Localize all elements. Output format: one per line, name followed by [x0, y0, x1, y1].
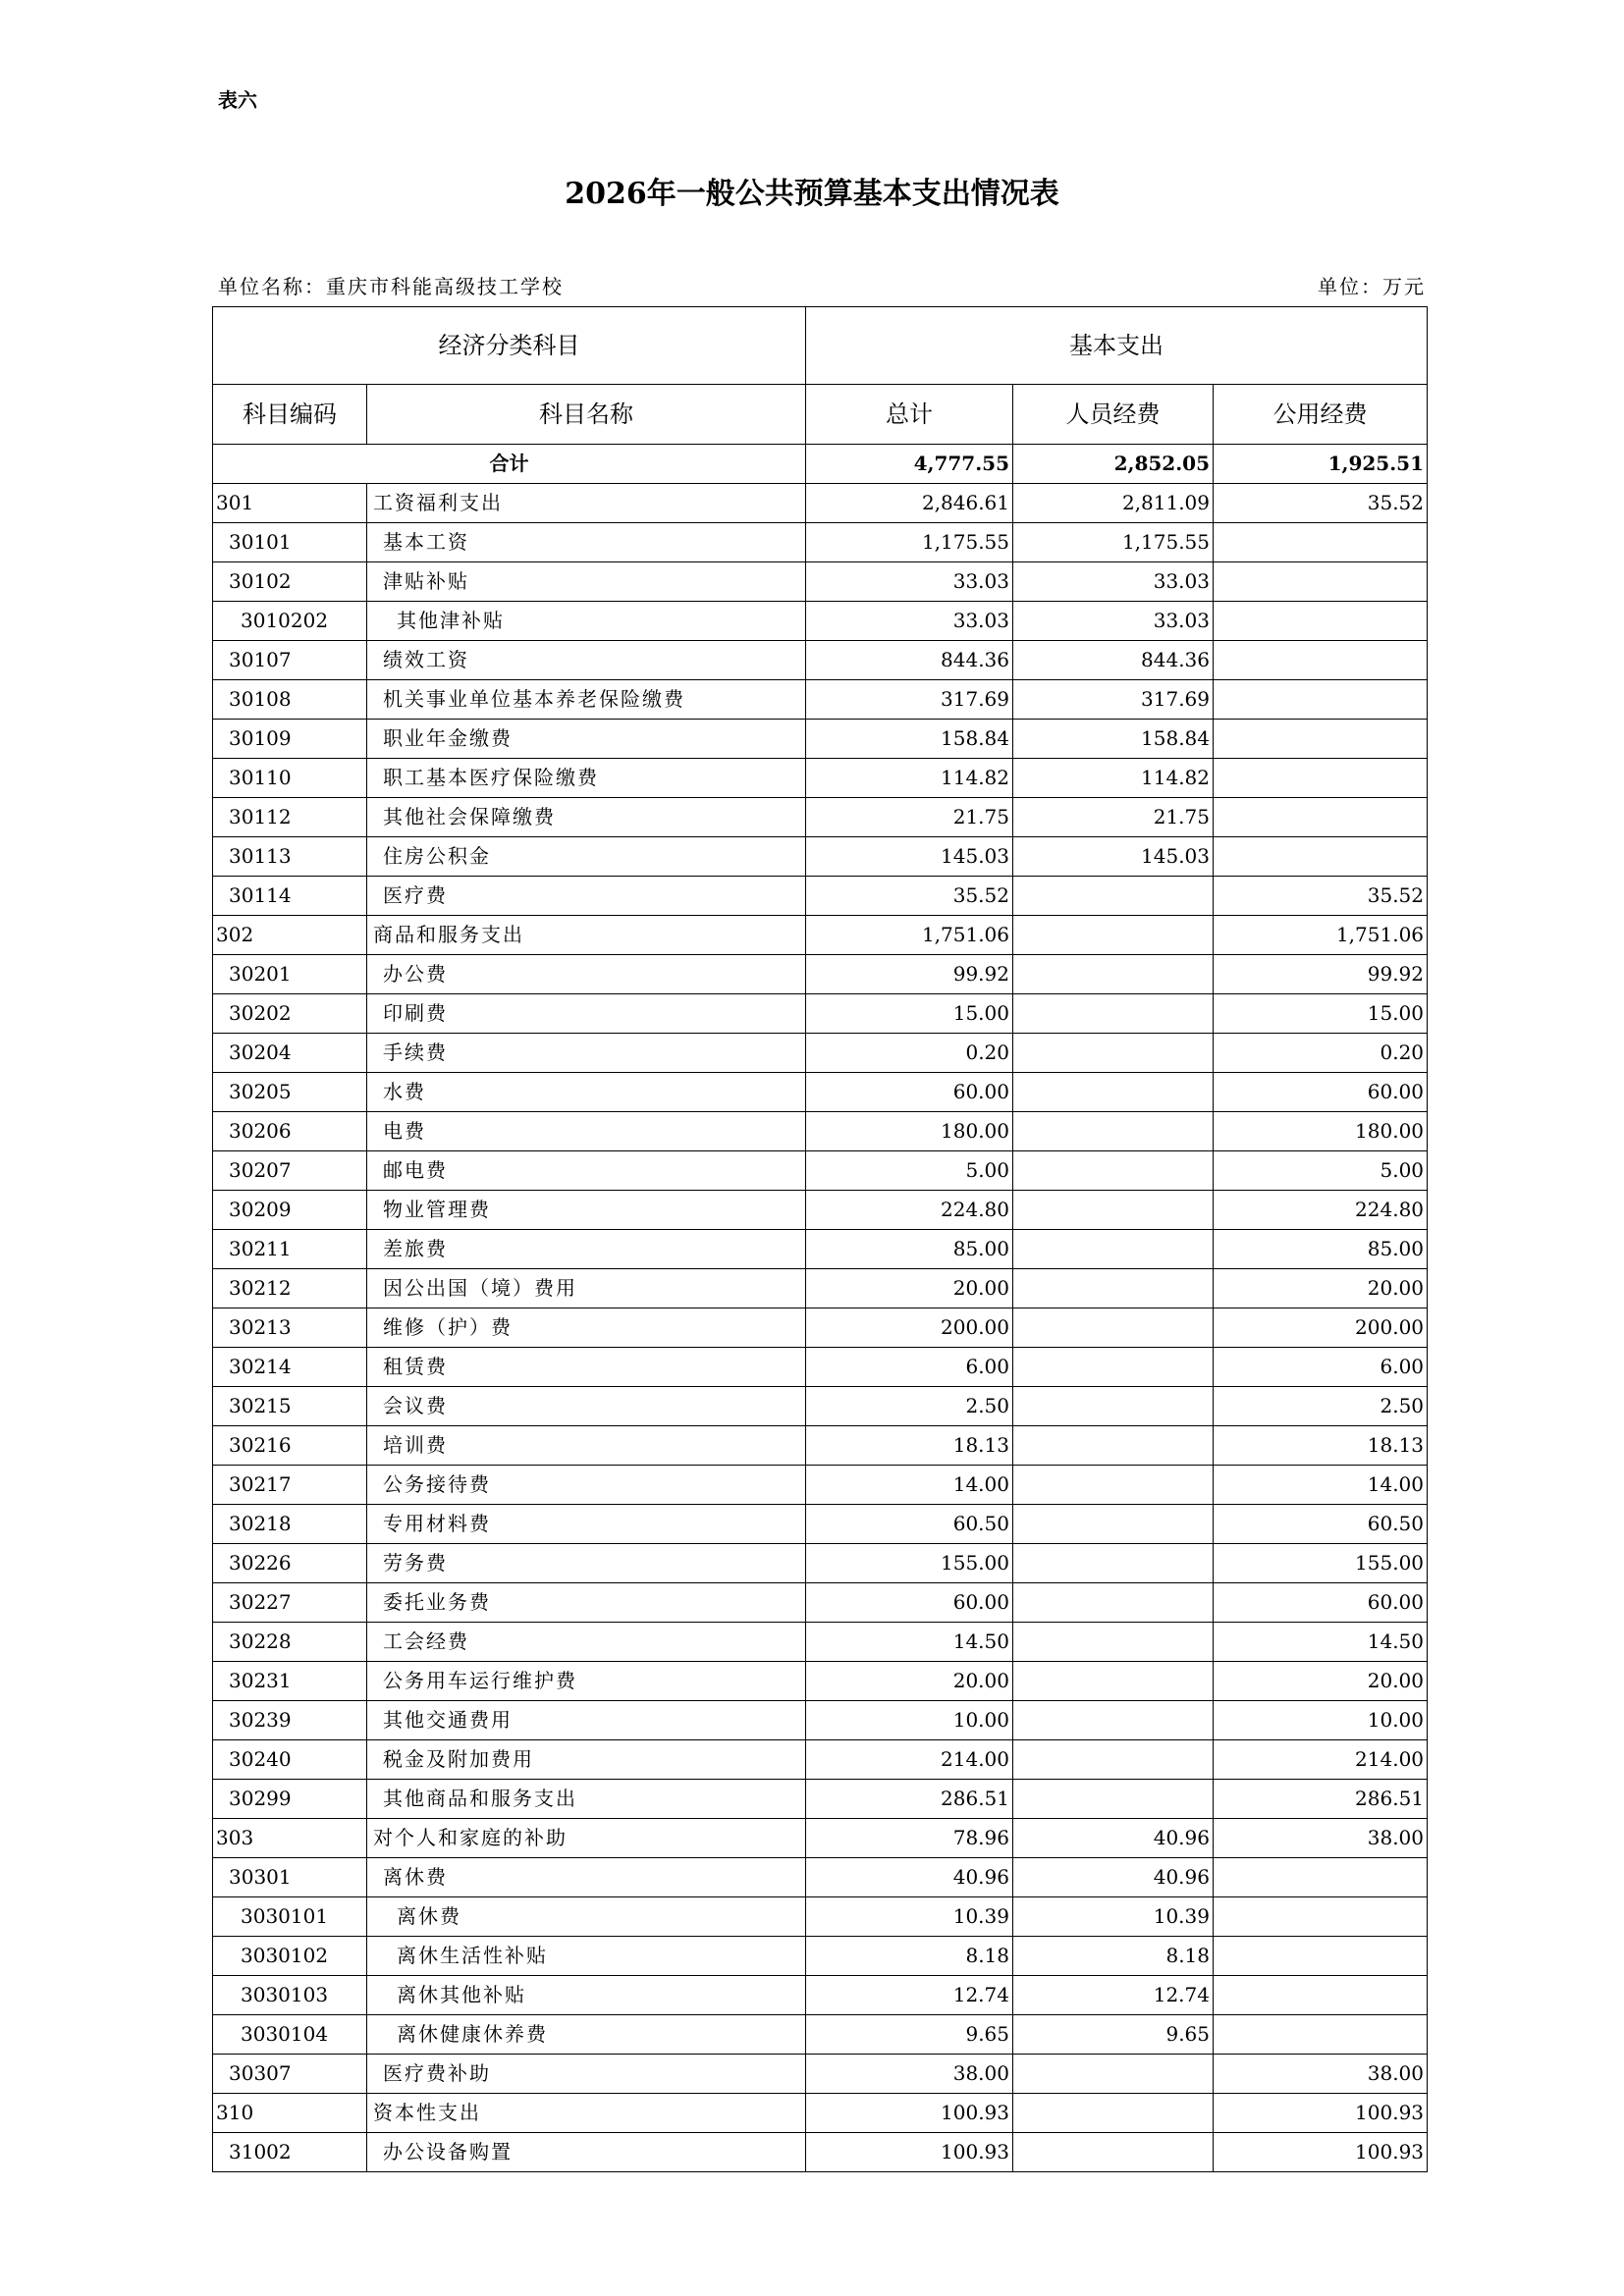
- budget-table: [212, 306, 1428, 2172]
- row-code: 30240: [213, 1740, 367, 1780]
- row-code: 30114: [213, 877, 367, 916]
- table-row: [213, 1466, 1428, 1505]
- row-code: 3030102: [213, 1937, 367, 1976]
- row-name: 住房公积金: [367, 837, 806, 877]
- table-row: [213, 602, 1428, 641]
- row-public-expense: 0.20: [1214, 1034, 1428, 1073]
- row-public-expense: 35.52: [1214, 877, 1428, 916]
- table-row: [213, 1230, 1428, 1269]
- row-total: 2.50: [806, 1387, 1013, 1426]
- row-public-expense: [1214, 562, 1428, 602]
- row-total: 60.00: [806, 1583, 1013, 1623]
- row-name: 委托业务费: [367, 1583, 806, 1623]
- table-row: [213, 641, 1428, 680]
- row-name: 医疗费补助: [367, 2055, 806, 2094]
- row-total: 0.20: [806, 1034, 1013, 1073]
- row-staff-expense: [1013, 1269, 1214, 1308]
- row-staff-expense: [1013, 1073, 1214, 1112]
- table-row: [213, 1976, 1428, 2015]
- table-row: [213, 837, 1428, 877]
- row-public-expense: 14.00: [1214, 1466, 1428, 1505]
- row-total: 145.03: [806, 837, 1013, 877]
- row-public-expense: 14.50: [1214, 1623, 1428, 1662]
- row-name: 电费: [367, 1112, 806, 1151]
- row-staff-expense: [1013, 1662, 1214, 1701]
- row-total: 2,846.61: [806, 484, 1013, 523]
- table-row: [213, 484, 1428, 523]
- page-title: 2026年一般公共预算基本支出情况表: [565, 177, 1059, 211]
- row-public-expense: [1214, 798, 1428, 837]
- header-column-row: [213, 385, 1428, 445]
- row-staff-expense: [1013, 955, 1214, 994]
- row-total: 224.80: [806, 1191, 1013, 1230]
- table-row: [213, 680, 1428, 720]
- table-row: [213, 1780, 1428, 1819]
- row-name: 水费: [367, 1073, 806, 1112]
- row-name: 租赁费: [367, 1348, 806, 1387]
- row-code: 30112: [213, 798, 367, 837]
- row-total: 9.65: [806, 2015, 1013, 2055]
- row-code: 30204: [213, 1034, 367, 1073]
- row-total: 38.00: [806, 2055, 1013, 2094]
- row-total: 20.00: [806, 1662, 1013, 1701]
- row-public-expense: 6.00: [1214, 1348, 1428, 1387]
- row-total: 33.03: [806, 602, 1013, 641]
- row-public-expense: 224.80: [1214, 1191, 1428, 1230]
- row-public-expense: [1214, 680, 1428, 720]
- row-staff-expense: [1013, 1740, 1214, 1780]
- row-name: 离休健康休养费: [367, 2015, 806, 2055]
- row-total: 214.00: [806, 1740, 1013, 1780]
- row-public-expense: 60.00: [1214, 1583, 1428, 1623]
- row-code: 30109: [213, 720, 367, 759]
- row-name: 专用材料费: [367, 1505, 806, 1544]
- row-staff-expense: 9.65: [1013, 2015, 1214, 2055]
- row-total: 6.00: [806, 1348, 1013, 1387]
- row-total: 100.93: [806, 2094, 1013, 2133]
- row-code: 31002: [213, 2133, 367, 2172]
- row-staff-expense: 10.39: [1013, 1897, 1214, 1937]
- table-row: [213, 1544, 1428, 1583]
- row-total: 85.00: [806, 1230, 1013, 1269]
- table-row: [213, 1740, 1428, 1780]
- table-row: [213, 1034, 1428, 1073]
- row-public-expense: 60.50: [1214, 1505, 1428, 1544]
- row-total: 10.39: [806, 1897, 1013, 1937]
- table-row: [213, 1505, 1428, 1544]
- row-name: 因公出国（境）费用: [367, 1269, 806, 1308]
- row-public-expense: 15.00: [1214, 994, 1428, 1034]
- row-staff-expense: 317.69: [1013, 680, 1214, 720]
- row-total: 155.00: [806, 1544, 1013, 1583]
- row-public-expense: [1214, 2015, 1428, 2055]
- row-public-expense: 1,751.06: [1214, 916, 1428, 955]
- row-staff-expense: [1013, 1348, 1214, 1387]
- row-name: 其他津补贴: [367, 602, 806, 641]
- row-code: 3010202: [213, 602, 367, 641]
- row-public-expense: 200.00: [1214, 1308, 1428, 1348]
- table-row: [213, 1151, 1428, 1191]
- row-public-expense: [1214, 602, 1428, 641]
- table-body: [213, 445, 1428, 2172]
- row-name: 离休费: [367, 1897, 806, 1937]
- table-row: [213, 1662, 1428, 1701]
- row-public-expense: 5.00: [1214, 1151, 1428, 1191]
- row-code: 30211: [213, 1230, 367, 1269]
- row-staff-expense: 1,175.55: [1013, 523, 1214, 562]
- row-staff-expense: 844.36: [1013, 641, 1214, 680]
- unit-label: 单位：万元: [1318, 275, 1426, 298]
- row-total: 60.50: [806, 1505, 1013, 1544]
- unit-name: 单位名称：重庆市科能高级技工学校: [218, 275, 564, 298]
- row-staff-expense: 12.74: [1013, 1976, 1214, 2015]
- table-row: [213, 2094, 1428, 2133]
- table-row: [213, 1387, 1428, 1426]
- row-public-expense: [1214, 641, 1428, 680]
- row-total: 40.96: [806, 1858, 1013, 1897]
- row-public-expense: [1214, 720, 1428, 759]
- row-staff-expense: [1013, 1780, 1214, 1819]
- row-total: 286.51: [806, 1780, 1013, 1819]
- total-label: 合计: [213, 445, 806, 484]
- row-public-expense: [1214, 1858, 1428, 1897]
- total-total: 4,777.55: [806, 445, 1013, 484]
- row-public-expense: 100.93: [1214, 2133, 1428, 2172]
- row-staff-expense: [1013, 2055, 1214, 2094]
- table-row: [213, 1269, 1428, 1308]
- table-row: [213, 720, 1428, 759]
- row-total: 15.00: [806, 994, 1013, 1034]
- row-code: 3030101: [213, 1897, 367, 1937]
- row-staff-expense: 8.18: [1013, 1937, 1214, 1976]
- table-row: [213, 916, 1428, 955]
- row-staff-expense: [1013, 877, 1214, 916]
- row-staff-expense: [1013, 1308, 1214, 1348]
- row-public-expense: 35.52: [1214, 484, 1428, 523]
- row-name: 手续费: [367, 1034, 806, 1073]
- table-row: [213, 1191, 1428, 1230]
- row-total: 20.00: [806, 1269, 1013, 1308]
- row-code: 30215: [213, 1387, 367, 1426]
- table-row: [213, 1348, 1428, 1387]
- row-code: 30299: [213, 1780, 367, 1819]
- row-total: 10.00: [806, 1701, 1013, 1740]
- row-total: 1,175.55: [806, 523, 1013, 562]
- row-total: 100.93: [806, 2133, 1013, 2172]
- row-name: 公务接待费: [367, 1466, 806, 1505]
- table-row: [213, 1308, 1428, 1348]
- row-name: 机关事业单位基本养老保险缴费: [367, 680, 806, 720]
- row-public-expense: 38.00: [1214, 1819, 1428, 1858]
- row-total: 8.18: [806, 1937, 1013, 1976]
- table-row: [213, 1426, 1428, 1466]
- row-public-expense: 20.00: [1214, 1269, 1428, 1308]
- header-economic-classification: 经济分类科目: [213, 307, 806, 385]
- row-total: 21.75: [806, 798, 1013, 837]
- row-code: 30218: [213, 1505, 367, 1544]
- table-row: [213, 1583, 1428, 1623]
- row-code: 30227: [213, 1583, 367, 1623]
- row-total: 158.84: [806, 720, 1013, 759]
- row-staff-expense: [1013, 916, 1214, 955]
- row-name: 对个人和家庭的补助: [367, 1819, 806, 1858]
- row-name: 职工基本医疗保险缴费: [367, 759, 806, 798]
- row-code: 30206: [213, 1112, 367, 1151]
- row-staff-expense: [1013, 1426, 1214, 1466]
- row-code: 30214: [213, 1348, 367, 1387]
- row-staff-expense: [1013, 1505, 1214, 1544]
- row-staff-expense: 33.03: [1013, 562, 1214, 602]
- table-row: [213, 1937, 1428, 1976]
- header-name: 科目名称: [367, 385, 806, 445]
- row-total: 35.52: [806, 877, 1013, 916]
- row-public-expense: 100.93: [1214, 2094, 1428, 2133]
- table-row: [213, 955, 1428, 994]
- row-code: 30217: [213, 1466, 367, 1505]
- row-total: 317.69: [806, 680, 1013, 720]
- row-staff-expense: [1013, 994, 1214, 1034]
- row-total: 114.82: [806, 759, 1013, 798]
- row-name: 其他社会保障缴费: [367, 798, 806, 837]
- table-row: [213, 2015, 1428, 2055]
- row-code: 30301: [213, 1858, 367, 1897]
- row-name: 差旅费: [367, 1230, 806, 1269]
- row-code: 303: [213, 1819, 367, 1858]
- row-code: 30231: [213, 1662, 367, 1701]
- row-code: 30307: [213, 2055, 367, 2094]
- row-staff-expense: [1013, 1583, 1214, 1623]
- row-staff-expense: 2,811.09: [1013, 484, 1214, 523]
- row-staff-expense: [1013, 2094, 1214, 2133]
- row-public-expense: 18.13: [1214, 1426, 1428, 1466]
- row-code: 30209: [213, 1191, 367, 1230]
- row-staff-expense: 158.84: [1013, 720, 1214, 759]
- row-code: 30107: [213, 641, 367, 680]
- table-row: [213, 1819, 1428, 1858]
- row-staff-expense: 40.96: [1013, 1858, 1214, 1897]
- row-staff-expense: 33.03: [1013, 602, 1214, 641]
- row-total: 14.50: [806, 1623, 1013, 1662]
- row-name: 职业年金缴费: [367, 720, 806, 759]
- row-staff-expense: [1013, 1191, 1214, 1230]
- row-staff-expense: [1013, 1112, 1214, 1151]
- row-name: 工会经费: [367, 1623, 806, 1662]
- row-name: 办公设备购置: [367, 2133, 806, 2172]
- row-staff-expense: [1013, 1466, 1214, 1505]
- row-code: 302: [213, 916, 367, 955]
- row-code: 3030103: [213, 1976, 367, 2015]
- total-staff: 2,852.05: [1013, 445, 1214, 484]
- row-staff-expense: 114.82: [1013, 759, 1214, 798]
- row-code: 310: [213, 2094, 367, 2133]
- row-public-expense: 99.92: [1214, 955, 1428, 994]
- row-staff-expense: 40.96: [1013, 1819, 1214, 1858]
- row-name: 培训费: [367, 1426, 806, 1466]
- table-row: [213, 562, 1428, 602]
- row-name: 资本性支出: [367, 2094, 806, 2133]
- row-public-expense: 85.00: [1214, 1230, 1428, 1269]
- row-staff-expense: [1013, 1387, 1214, 1426]
- row-name: 工资福利支出: [367, 484, 806, 523]
- row-code: 30228: [213, 1623, 367, 1662]
- header-basic-expenditure: 基本支出: [806, 307, 1428, 385]
- row-name: 离休其他补贴: [367, 1976, 806, 2015]
- row-name: 公务用车运行维护费: [367, 1662, 806, 1701]
- row-code: 30207: [213, 1151, 367, 1191]
- row-staff-expense: [1013, 1230, 1214, 1269]
- table-row: [213, 1701, 1428, 1740]
- row-total: 99.92: [806, 955, 1013, 994]
- row-name: 离休费: [367, 1858, 806, 1897]
- header-staff-expense: 人员经费: [1013, 385, 1214, 445]
- row-code: 30213: [213, 1308, 367, 1348]
- row-code: 30110: [213, 759, 367, 798]
- row-public-expense: 38.00: [1214, 2055, 1428, 2094]
- header-public-expense: 公用经费: [1214, 385, 1428, 445]
- row-code: 30201: [213, 955, 367, 994]
- row-name: 基本工资: [367, 523, 806, 562]
- row-name: 物业管理费: [367, 1191, 806, 1230]
- sheet-label: 表六: [218, 88, 257, 112]
- row-total: 200.00: [806, 1308, 1013, 1348]
- row-code: 30108: [213, 680, 367, 720]
- row-name: 税金及附加费用: [367, 1740, 806, 1780]
- row-public-expense: 214.00: [1214, 1740, 1428, 1780]
- row-total: 18.13: [806, 1426, 1013, 1466]
- row-code: 30212: [213, 1269, 367, 1308]
- row-staff-expense: [1013, 1151, 1214, 1191]
- row-code: 30226: [213, 1544, 367, 1583]
- total-public: 1,925.51: [1214, 445, 1428, 484]
- row-staff-expense: [1013, 1544, 1214, 1583]
- row-public-expense: 286.51: [1214, 1780, 1428, 1819]
- row-name: 津贴补贴: [367, 562, 806, 602]
- row-code: 30101: [213, 523, 367, 562]
- row-staff-expense: [1013, 1034, 1214, 1073]
- row-total: 60.00: [806, 1073, 1013, 1112]
- row-name: 其他商品和服务支出: [367, 1780, 806, 1819]
- table-row: [213, 1112, 1428, 1151]
- table-row: [213, 798, 1428, 837]
- table-row: [213, 1858, 1428, 1897]
- table-row: [213, 523, 1428, 562]
- table-row: [213, 1623, 1428, 1662]
- row-name: 办公费: [367, 955, 806, 994]
- row-total: 12.74: [806, 1976, 1013, 2015]
- table-header: [213, 307, 1428, 445]
- total-row: [213, 445, 1428, 484]
- row-public-expense: 60.00: [1214, 1073, 1428, 1112]
- row-public-expense: [1214, 1937, 1428, 1976]
- row-total: 78.96: [806, 1819, 1013, 1858]
- row-total: 844.36: [806, 641, 1013, 680]
- row-code: 30205: [213, 1073, 367, 1112]
- row-name: 医疗费: [367, 877, 806, 916]
- row-public-expense: 155.00: [1214, 1544, 1428, 1583]
- header-total: 总计: [806, 385, 1013, 445]
- row-code: 30113: [213, 837, 367, 877]
- row-name: 维修（护）费: [367, 1308, 806, 1348]
- row-total: 33.03: [806, 562, 1013, 602]
- row-public-expense: [1214, 1976, 1428, 2015]
- table-row: [213, 1897, 1428, 1937]
- row-staff-expense: 21.75: [1013, 798, 1214, 837]
- row-total: 1,751.06: [806, 916, 1013, 955]
- row-code: 301: [213, 484, 367, 523]
- row-staff-expense: [1013, 2133, 1214, 2172]
- row-staff-expense: [1013, 1623, 1214, 1662]
- row-code: 30202: [213, 994, 367, 1034]
- row-code: 30239: [213, 1701, 367, 1740]
- row-public-expense: [1214, 837, 1428, 877]
- table-row: [213, 759, 1428, 798]
- row-public-expense: [1214, 1897, 1428, 1937]
- row-staff-expense: [1013, 1701, 1214, 1740]
- row-name: 邮电费: [367, 1151, 806, 1191]
- table-row: [213, 2055, 1428, 2094]
- row-public-expense: 180.00: [1214, 1112, 1428, 1151]
- header-code: 科目编码: [213, 385, 367, 445]
- header-group-row: [213, 307, 1428, 385]
- row-name: 绩效工资: [367, 641, 806, 680]
- row-code: 30102: [213, 562, 367, 602]
- row-total: 14.00: [806, 1466, 1013, 1505]
- row-public-expense: [1214, 759, 1428, 798]
- row-total: 5.00: [806, 1151, 1013, 1191]
- row-name: 其他交通费用: [367, 1701, 806, 1740]
- table-row: [213, 2133, 1428, 2172]
- row-name: 商品和服务支出: [367, 916, 806, 955]
- row-public-expense: 20.00: [1214, 1662, 1428, 1701]
- row-name: 劳务费: [367, 1544, 806, 1583]
- row-code: 3030104: [213, 2015, 367, 2055]
- row-public-expense: [1214, 523, 1428, 562]
- row-name: 离休生活性补贴: [367, 1937, 806, 1976]
- row-public-expense: 2.50: [1214, 1387, 1428, 1426]
- row-code: 30216: [213, 1426, 367, 1466]
- row-name: 印刷费: [367, 994, 806, 1034]
- row-total: 180.00: [806, 1112, 1013, 1151]
- row-name: 会议费: [367, 1387, 806, 1426]
- table-row: [213, 994, 1428, 1034]
- row-public-expense: 10.00: [1214, 1701, 1428, 1740]
- table-row: [213, 877, 1428, 916]
- row-staff-expense: 145.03: [1013, 837, 1214, 877]
- table-row: [213, 1073, 1428, 1112]
